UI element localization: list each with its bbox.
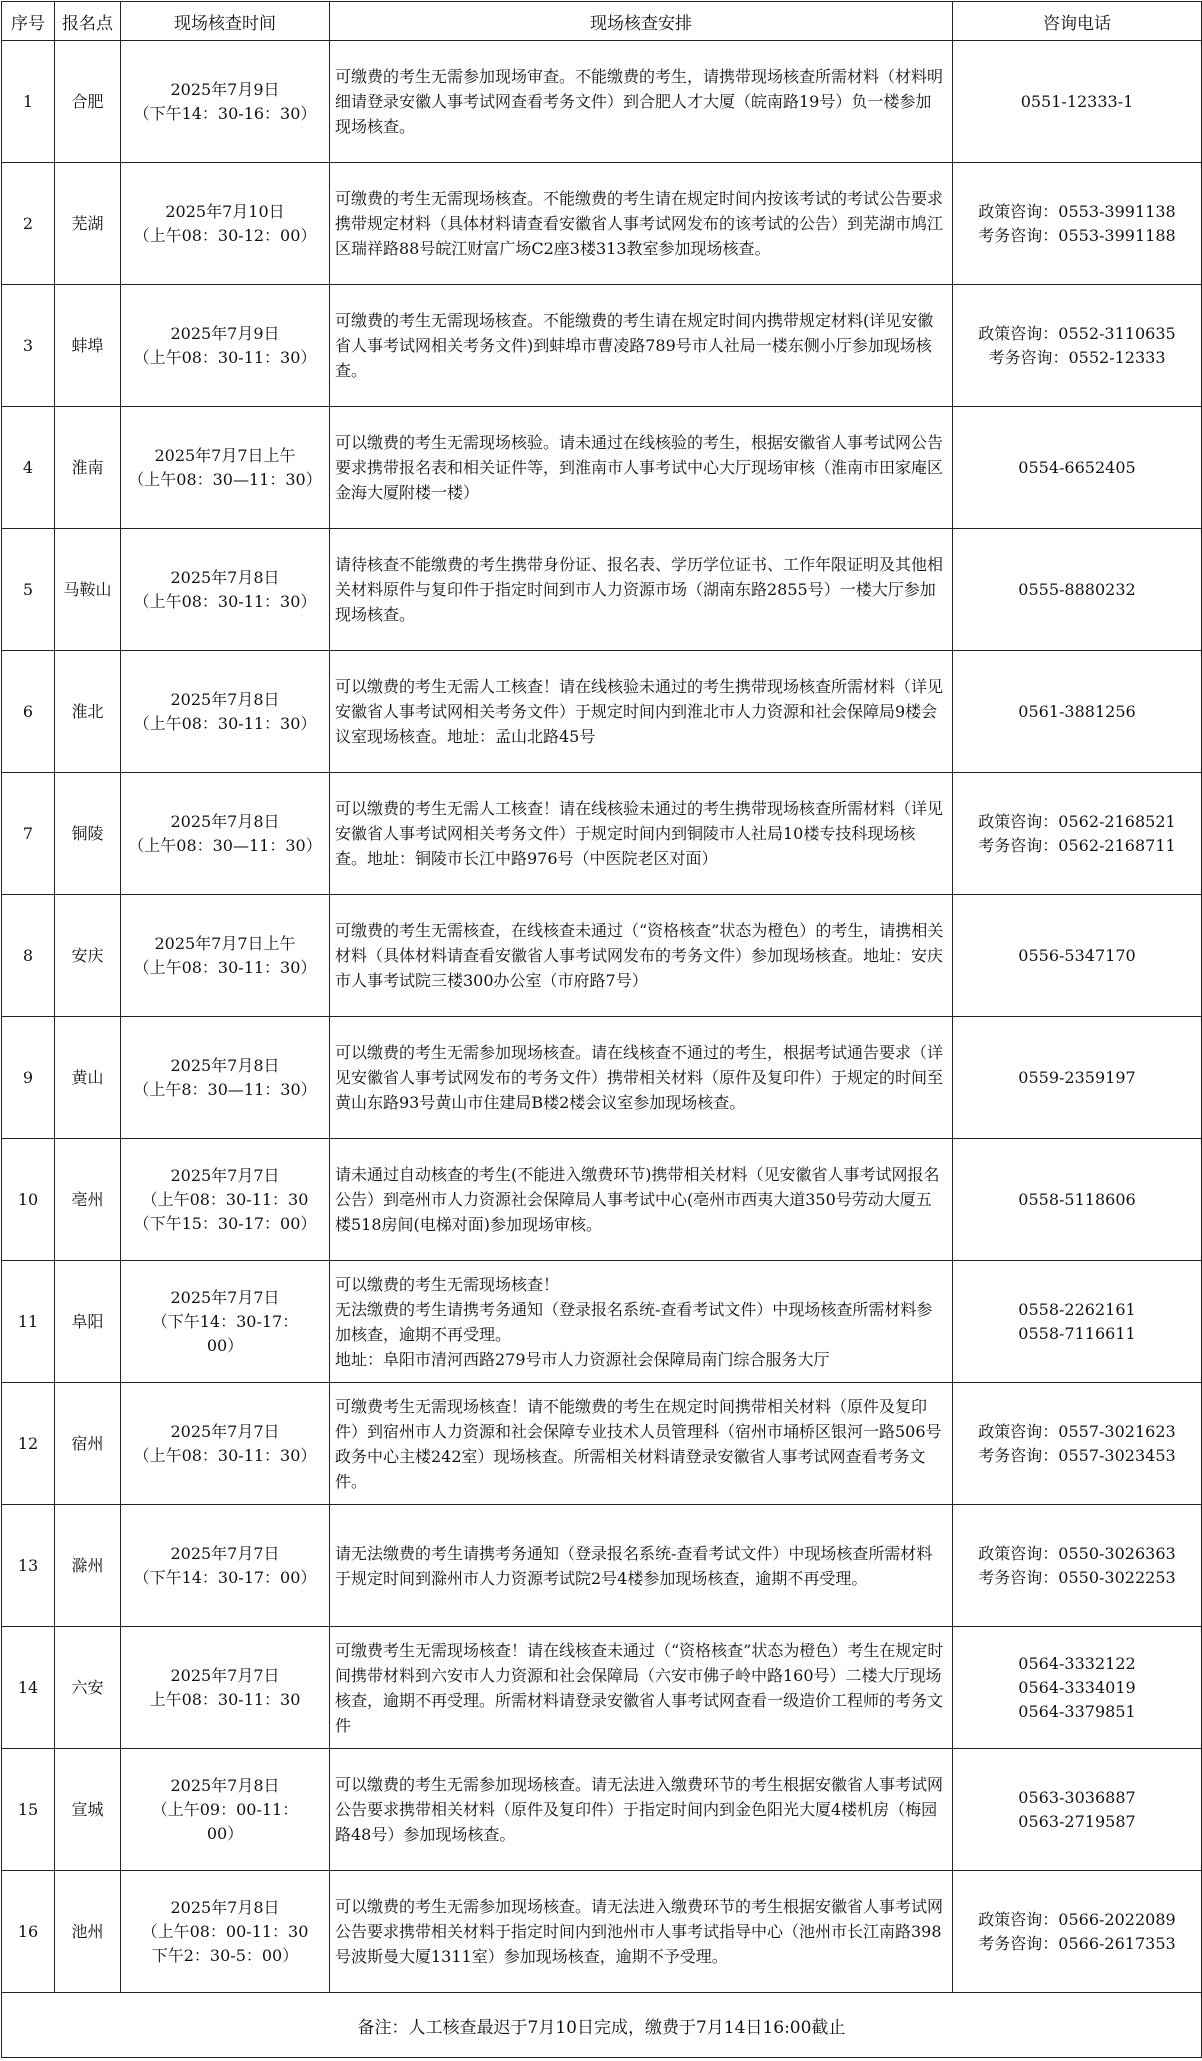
- phone-cell: [953, 651, 1202, 773]
- phone-cell: [953, 1871, 1202, 1993]
- check-time: [121, 1261, 330, 1383]
- arrangement-text: 可缴费考生无需现场核查！请在线核查未通过（“资格核查”状态为橙色）考生在规定时间携带材料到六安市人力资源和社会保障局（六安市佛子岭中路160号）二楼大厅现场核查，逾期不再受理。所需材料请登录安徽省人事考试网查看一级造价工程师的考务文件: [330, 1627, 953, 1749]
- phone-number: 0555-8880232: [1018, 579, 1136, 599]
- table-row: [2, 285, 1202, 407]
- phone-cell: [953, 1627, 1202, 1749]
- check-time: [121, 163, 330, 285]
- phone-cell: [953, 1261, 1202, 1383]
- check-time-line: 2025年7月10日: [165, 201, 285, 221]
- table-row: [2, 895, 1202, 1017]
- check-time-line: （下午15：30-17：00）: [133, 1213, 317, 1233]
- phone-number: 0564-3332122: [1018, 1653, 1136, 1673]
- table-row: [2, 1505, 1202, 1627]
- phone-number: 0563-3036887: [1018, 1787, 1136, 1807]
- site-name: 安庆: [55, 895, 121, 1017]
- phone-cell: [953, 1383, 1202, 1505]
- table-row: [2, 1383, 1202, 1505]
- check-time: [121, 1383, 330, 1505]
- check-time: [121, 895, 330, 1017]
- check-time-line: 00）: [206, 1823, 244, 1843]
- check-time-line: （上午08：30-11：30）: [133, 347, 317, 367]
- row-number: 11: [2, 1261, 55, 1383]
- check-time-line: 2025年7月7日: [170, 1665, 280, 1685]
- table-row: [2, 1017, 1202, 1139]
- check-time-line: 2025年7月7日: [170, 1165, 280, 1185]
- row-number: 7: [2, 773, 55, 895]
- header-no: 序号: [2, 2, 55, 41]
- check-time-line: （下午14：30-17：00）: [133, 1567, 317, 1587]
- arrangement-text: 可缴费的考生无需现场核查。不能缴费的考生请在规定时间内携带规定材料(详见安徽省人事考试网相关考务文件)到蚌埠市曹凌路789号市人社局一楼东侧小厅参加现场核查。: [330, 285, 953, 407]
- table-row: [2, 41, 1202, 163]
- phone-number: 考务咨询：0553-3991188: [978, 225, 1176, 245]
- row-number: 5: [2, 529, 55, 651]
- check-time-line: （上午08：30-12：00）: [133, 225, 317, 245]
- phone-number: 考务咨询：0566-2617353: [978, 1933, 1176, 1953]
- phone-cell: [953, 1749, 1202, 1871]
- site-name: 淮南: [55, 407, 121, 529]
- phone-number: 考务咨询：0562-2168711: [978, 835, 1176, 855]
- check-time: [121, 529, 330, 651]
- arrangement-text: 可缴费的考生无需现场核查。不能缴费的考生请在规定时间内按该考试的考试公告要求携带规定材料（具体材料请查看安徽省人事考试网发布的该考试的公告）到芜湖市鸠江区瑞祥路88号皖江财富广场C2座3楼313教室参加现场核查。: [330, 163, 953, 285]
- arrangement-text: 可以缴费的考生无需人工核查！请在线核验未通过的考生携带现场核查所需材料（详见安徽省人事考试网相关考务文件）于规定时间内到淮北市人力资源和社会保障局9楼会议室现场核查。地址：孟山北路45号: [330, 651, 953, 773]
- check-time-line: （下午14：30-17：: [151, 1311, 299, 1331]
- phone-number: 0564-3379851: [1018, 1701, 1136, 1721]
- phone-number: 0561-3881256: [1018, 701, 1136, 721]
- site-name: 池州: [55, 1871, 121, 1993]
- arrangement-text: 可以缴费的考生无需现场核查！ 无法缴费的考生请携考务通知（登录报名系统-查看考试文件）中现场核查所需材料参加核查，逾期不再受理。 地址：阜阳市清河西路279号市人力资源社会保障局南门综合服务大厅: [330, 1261, 953, 1383]
- check-time-line: 2025年7月9日: [170, 323, 280, 343]
- check-time: [121, 1505, 330, 1627]
- check-time-line: （上午08：30-11：30）: [133, 1445, 317, 1465]
- note-row: [2, 1993, 1202, 2058]
- table-row: [2, 1627, 1202, 1749]
- header-row: [2, 2, 1202, 41]
- check-time-line: （上午08：30-11：30）: [133, 591, 317, 611]
- row-number: 1: [2, 41, 55, 163]
- phone-cell: [953, 1017, 1202, 1139]
- check-time: [121, 1139, 330, 1261]
- check-time-line: 2025年7月8日: [170, 811, 280, 831]
- phone-cell: [953, 163, 1202, 285]
- table-row: [2, 407, 1202, 529]
- check-time-line: 00）: [206, 1335, 244, 1355]
- phone-number: 0563-2719587: [1018, 1811, 1136, 1831]
- header-phone: 咨询电话: [953, 2, 1202, 41]
- phone-cell: [953, 285, 1202, 407]
- row-number: 6: [2, 651, 55, 773]
- site-name: 宿州: [55, 1383, 121, 1505]
- check-time-line: 2025年7月7日上午: [154, 445, 296, 465]
- site-name: 亳州: [55, 1139, 121, 1261]
- phone-number: 政策咨询：0552-3110635: [978, 323, 1176, 343]
- row-number: 2: [2, 163, 55, 285]
- table-row: [2, 1139, 1202, 1261]
- phone-number: 0564-3334019: [1018, 1677, 1136, 1697]
- phone-cell: [953, 41, 1202, 163]
- site-name: 六安: [55, 1627, 121, 1749]
- check-time: [121, 1017, 330, 1139]
- arrangement-text: 可缴费的考生无需核查，在线核查未通过（“资格核查”状态为橙色）的考生，请携相关材料（具体材料请查看安徽省人事考试网发布的考务文件）参加现场核查。地址：安庆市人事考试院三楼300办公室（市府路7号）: [330, 895, 953, 1017]
- check-time: [121, 1627, 330, 1749]
- phone-cell: [953, 895, 1202, 1017]
- arrangement-text: 可以缴费的考生无需参加现场核查。请无法进入缴费环节的考生根据安徽省人事考试网公告要求携带相关材料（原件及复印件）于指定时间内到金色阳光大厦4楼机房（梅园路48号）参加现场核查。: [330, 1749, 953, 1871]
- table-row: [2, 1261, 1202, 1383]
- phone-number: 0558-7116611: [1018, 1323, 1136, 1343]
- row-number: 12: [2, 1383, 55, 1505]
- site-name: 芜湖: [55, 163, 121, 285]
- verification-table: [1, 1, 1202, 2058]
- phone-number: 0558-2262161: [1018, 1299, 1136, 1319]
- arrangement-text: 可缴费的考生无需参加现场审查。不能缴费的考生，请携带现场核查所需材料（材料明细请登录安徽人事考试网查看考务文件）到合肥人才大厦（皖南路19号）负一楼参加现场核查。: [330, 41, 953, 163]
- check-time-line: 2025年7月7日上午: [154, 933, 296, 953]
- phone-number: 政策咨询：0550-3026363: [978, 1543, 1176, 1563]
- row-number: 9: [2, 1017, 55, 1139]
- check-time-line: 2025年7月8日: [170, 1775, 280, 1795]
- phone-number: 0554-6652405: [1018, 457, 1136, 477]
- site-name: 铜陵: [55, 773, 121, 895]
- check-time: [121, 773, 330, 895]
- site-name: 阜阳: [55, 1261, 121, 1383]
- check-time: [121, 1749, 330, 1871]
- site-name: 淮北: [55, 651, 121, 773]
- check-time-line: （上午08：30—11：30）: [128, 469, 322, 489]
- row-number: 10: [2, 1139, 55, 1261]
- phone-number: 0551-12333-1: [1020, 91, 1134, 111]
- row-number: 15: [2, 1749, 55, 1871]
- phone-number: 政策咨询：0566-2022089: [978, 1909, 1176, 1929]
- arrangement-text: 请无法缴费的考生请携考务通知（登录报名系统-查看考试文件）中现场核查所需材料于规定时间到滁州市人力资源考试院2号4楼参加现场核查，逾期不再受理。: [330, 1505, 953, 1627]
- table-row: [2, 529, 1202, 651]
- table-row: [2, 1871, 1202, 1993]
- check-time-line: （上午09：00-11：: [151, 1799, 299, 1819]
- phone-number: 政策咨询：0557-3021623: [978, 1421, 1176, 1441]
- arrangement-text: 可以缴费的考生无需参加现场核查。请无法进入缴费环节的考生根据安徽省人事考试网公告要求携带相关材料于指定时间内到池州市人事考试指导中心（池州市长江南路398号波斯曼大厦1311室）参加现场核查，逾期不予受理。: [330, 1871, 953, 1993]
- phone-number: 0559-2359197: [1018, 1067, 1136, 1087]
- table-row: [2, 651, 1202, 773]
- table-row: [2, 773, 1202, 895]
- check-time-line: 2025年7月9日: [170, 79, 280, 99]
- check-time-line: 2025年7月8日: [170, 1897, 280, 1917]
- check-time-line: （上午08：00-11：30: [141, 1921, 309, 1941]
- phone-number: 政策咨询：0553-3991138: [978, 201, 1176, 221]
- check-time: [121, 285, 330, 407]
- row-number: 8: [2, 895, 55, 1017]
- phone-number: 考务咨询：0557-3023453: [978, 1445, 1176, 1465]
- arrangement-text: 可以缴费的考生无需人工核查！请在线核验未通过的考生携带现场核查所需材料（详见安徽省人事考试网相关考务文件）于规定时间内到铜陵市人社局10楼专技科现场核查。地址：铜陵市长江中路976号（中医院老区对面）: [330, 773, 953, 895]
- site-name: 合肥: [55, 41, 121, 163]
- check-time: [121, 1871, 330, 1993]
- check-time-line: （下午14：30-16：30）: [133, 103, 317, 123]
- phone-cell: [953, 407, 1202, 529]
- row-number: 13: [2, 1505, 55, 1627]
- check-time-line: 2025年7月7日: [170, 1421, 280, 1441]
- check-time-line: （上午8：30—11：30）: [133, 1079, 317, 1099]
- phone-cell: [953, 1505, 1202, 1627]
- check-time-line: 2025年7月8日: [170, 1055, 280, 1075]
- check-time-line: （上午08：30—11：30）: [128, 835, 322, 855]
- row-number: 3: [2, 285, 55, 407]
- phone-number: 0558-5118606: [1018, 1189, 1136, 1209]
- site-name: 黄山: [55, 1017, 121, 1139]
- check-time-line: 下午2：30-5：00）: [151, 1945, 299, 1965]
- phone-cell: [953, 773, 1202, 895]
- phone-number: 考务咨询：0552-12333: [988, 347, 1166, 367]
- table-body: [2, 41, 1202, 1993]
- check-time-line: （上午08：30-11：30: [141, 1189, 309, 1209]
- phone-number: 考务咨询：0550-3022253: [978, 1567, 1176, 1587]
- phone-number: 政策咨询：0562-2168521: [978, 811, 1176, 831]
- site-name: 滁州: [55, 1505, 121, 1627]
- header-site: 报名点: [55, 2, 121, 41]
- header-time: 现场核查时间: [121, 2, 330, 41]
- check-time-line: 2025年7月8日: [170, 567, 280, 587]
- check-time-line: 2025年7月7日: [170, 1543, 280, 1563]
- arrangement-text: 可以缴费的考生无需现场核验。请未通过在线核验的考生，根据安徽省人事考试网公告要求携带报名表和相关证件等，到淮南市人事考试中心大厅现场审核（淮南市田家庵区金海大厦附楼一楼）: [330, 407, 953, 529]
- check-time-line: （上午08：30-11：30）: [133, 957, 317, 977]
- row-number: 16: [2, 1871, 55, 1993]
- arrangement-text: 可缴费考生无需现场核查！请不能缴费的考生在规定时间携带相关材料（原件及复印件）到宿州市人力资源和社会保障专业技术人员管理科（宿州市埇桥区银河一路506号政务中心主楼242室）现场核查。所需相关材料请登录安徽省人事考试网查看考务文件。: [330, 1383, 953, 1505]
- table-row: [2, 1749, 1202, 1871]
- row-number: 14: [2, 1627, 55, 1749]
- check-time-line: 2025年7月7日: [170, 1287, 280, 1307]
- check-time: [121, 407, 330, 529]
- header-arrangement: 现场核查安排: [330, 2, 953, 41]
- site-name: 蚌埠: [55, 285, 121, 407]
- arrangement-text: 请未通过自动核查的考生(不能进入缴费环节)携带相关材料（见安徽省人事考试网报名公告）到亳州市人力资源社会保障局人事考试中心(亳州市西夷大道350号劳动大厦五楼518房间(电梯对面)参加现场审核。: [330, 1139, 953, 1261]
- site-name: 马鞍山: [55, 529, 121, 651]
- check-time-line: （上午08：30-11：30）: [133, 713, 317, 733]
- phone-cell: [953, 1139, 1202, 1261]
- arrangement-text: 可以缴费的考生无需参加现场核查。请在线核查不通过的考生，根据考试通告要求（详见安徽省人事考试网发布的考务文件）携带相关材料（原件及复印件）于规定的时间至黄山东路93号黄山市住建局B楼2楼会议室参加现场核查。: [330, 1017, 953, 1139]
- row-number: 4: [2, 407, 55, 529]
- arrangement-text: 请待核查不能缴费的考生携带身份证、报名表、学历学位证书、工作年限证明及其他相关材料原件与复印件于指定时间到市人力资源市场（湖南东路2855号）一楼大厅参加现场核查。: [330, 529, 953, 651]
- check-time-line: 2025年7月8日: [170, 689, 280, 709]
- check-time: [121, 41, 330, 163]
- check-time-line: 上午08：30-11：30: [149, 1689, 301, 1709]
- phone-number: 0556-5347170: [1018, 945, 1136, 965]
- phone-cell: [953, 529, 1202, 651]
- check-time: [121, 651, 330, 773]
- note-text: 备注：人工核查最迟于7月10日完成，缴费于7月14日16:00截止: [2, 1993, 1202, 2058]
- table-row: [2, 163, 1202, 285]
- site-name: 宣城: [55, 1749, 121, 1871]
